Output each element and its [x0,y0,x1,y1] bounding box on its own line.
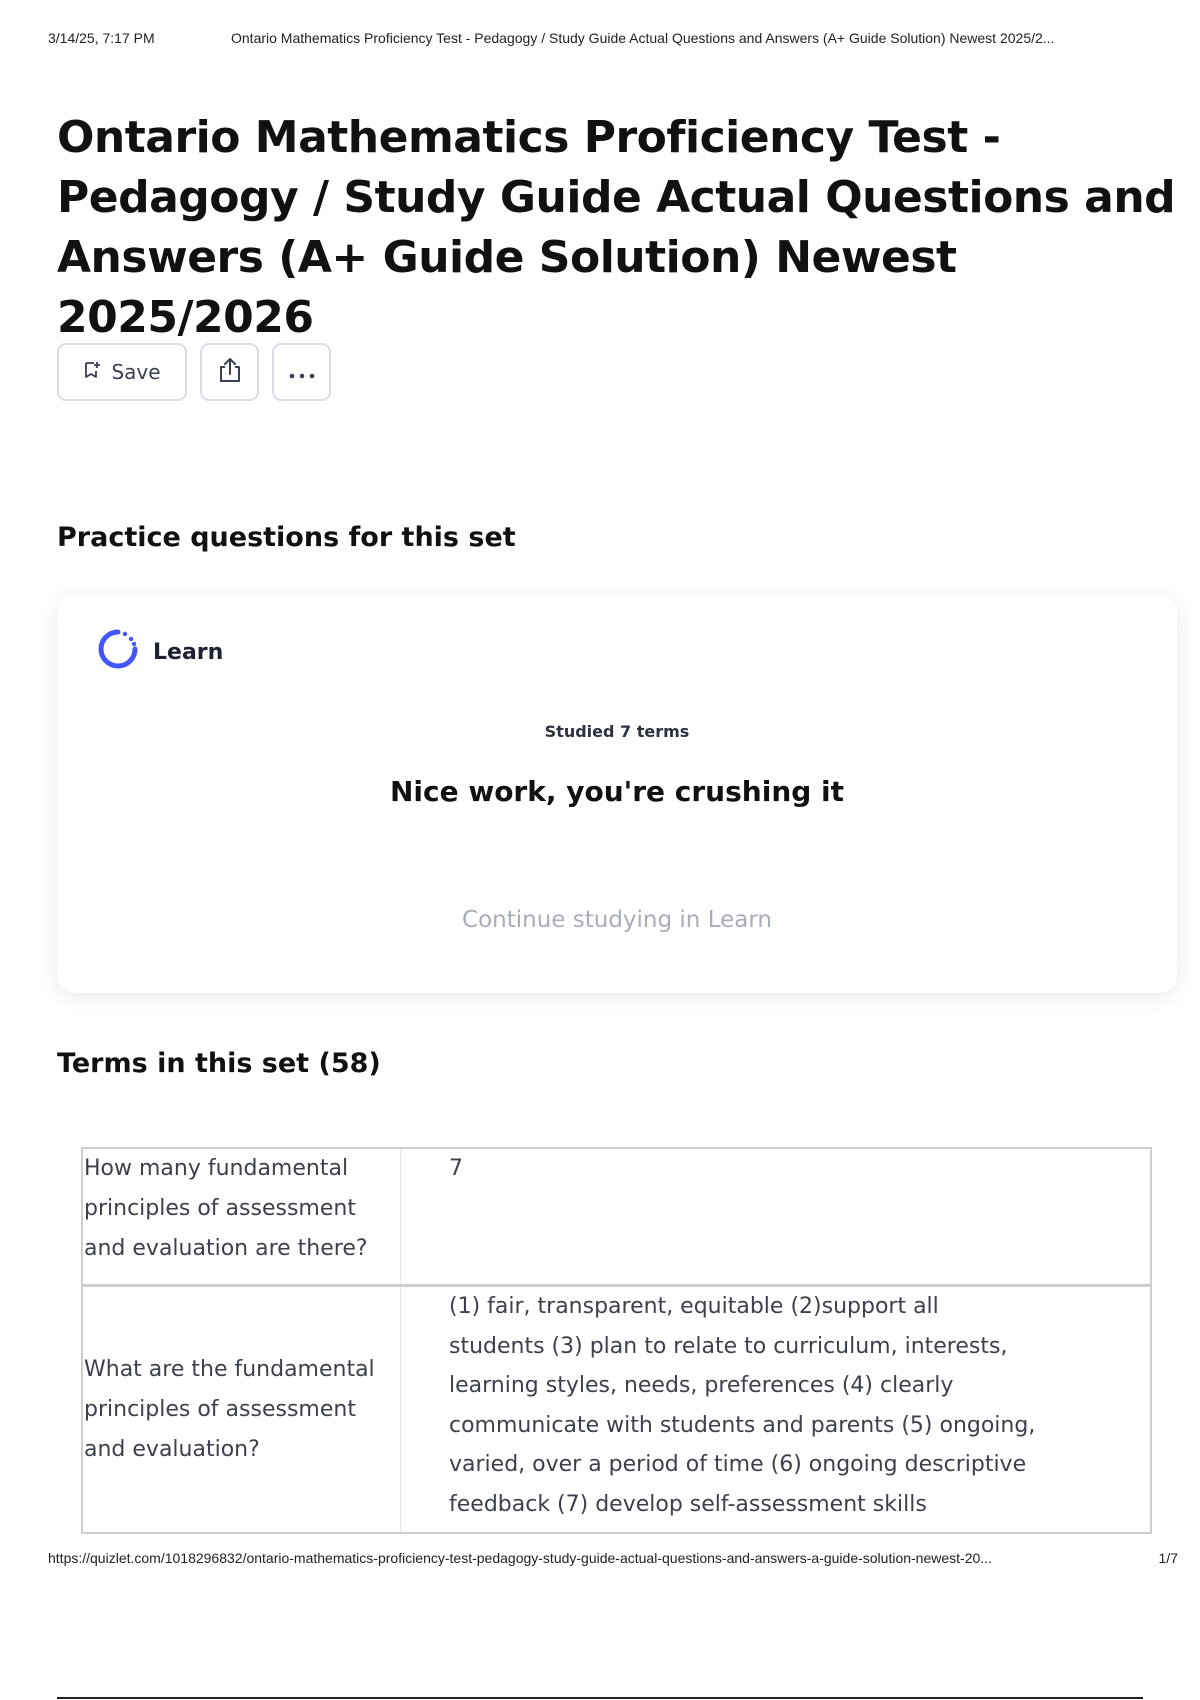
learn-progress-icon [97,628,139,676]
table-row [83,1149,1150,1284]
term-answer: 7 [449,1156,463,1181]
page-divider [57,1697,1143,1699]
term-question: How many fundamental principles of assessment and evaluation are there? [83,1149,401,1284]
save-label: Save [111,360,161,384]
print-footer [48,1550,1188,1566]
continue-learn-button[interactable]: Continue studying in Learn [462,907,772,933]
print-doc-title: Ontario Mathematics Proficiency Test - Pedagogy / Study Guide Actual Questions and Answers (A+ Guide Solution) Newest 2025/2... [231,30,1055,46]
more-horizontal-icon [289,360,315,384]
table-row [83,1284,1150,1532]
progress-message: Nice work, you're crushing it [389,775,845,808]
learn-mode-label [97,628,223,676]
bookmark-add-icon [83,360,101,384]
print-timestamp: 3/14/25, 7:17 PM [48,30,155,46]
term-question [83,1287,401,1532]
print-header [48,30,1188,46]
page-title: Ontario Mathematics Proficiency Test - Pedagogy / Study Guide Actual Questions and Answers (A+ Guide Solution) Newest 2025/2026 [57,112,1176,343]
studied-count: Studied 7 terms [544,722,690,741]
learn-label-text: Learn [153,639,224,665]
term-answer [401,1287,1150,1532]
term-question-text: What are the fundamental principles of assessment and evaluation? [84,1356,375,1462]
term-answer-text: (1) fair, transparent, equitable (2)support all students (3) plan to relate to curriculum, interests, learning styles, needs, preferences (4) clearly communicate with students and parents (5) ongoing, varied, over a period of time (6) ongoing descriptive feedback (7) develop self-assessment skills [449,1294,1036,1517]
print-url: https://quizlet.com/1018296832/ontario-mathematics-proficiency-test-pedagogy-study-guide-actual-questions-and-answers-a-guide-solution-newest-20... [48,1550,992,1566]
terms-table [81,1147,1152,1534]
more-options-button[interactable] [272,343,331,401]
share-button[interactable] [200,343,259,401]
terms-heading: Terms in this set (58) [57,1048,381,1079]
share-icon [217,356,243,388]
save-button[interactable] [57,343,187,401]
page-number: 1/7 [1158,1550,1178,1566]
practice-heading: Practice questions for this set [57,522,516,553]
learn-card[interactable] [57,595,1177,993]
set-toolbar [57,343,331,401]
